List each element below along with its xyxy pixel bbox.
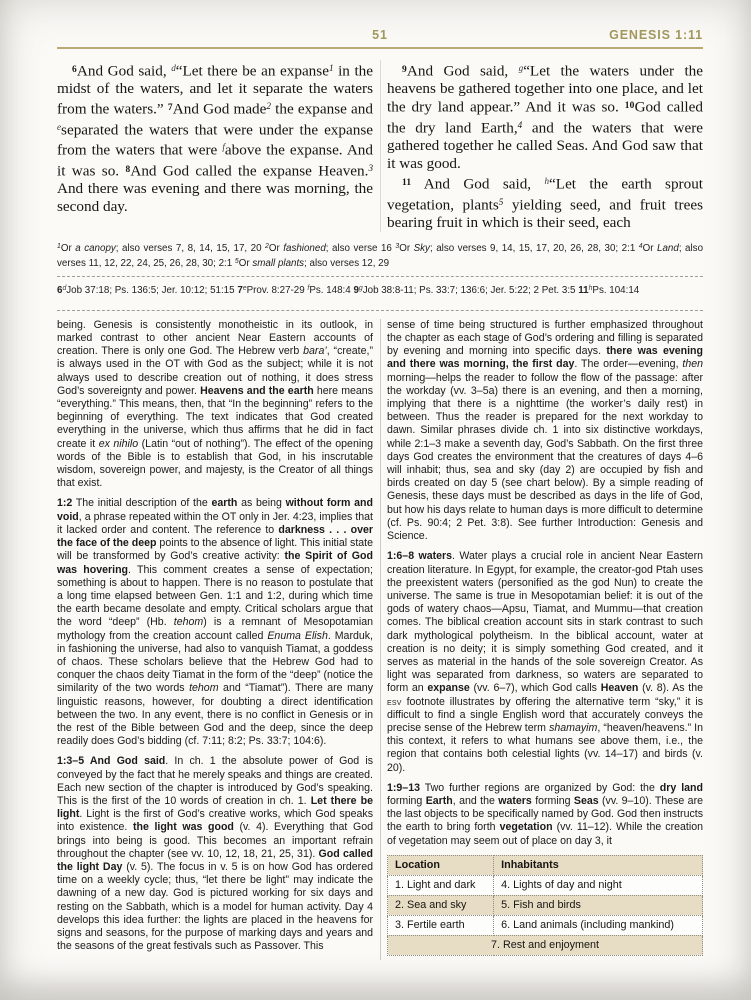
- book-reference: GENESIS 1:11: [609, 28, 703, 42]
- bible-column-left: [57, 60, 373, 232]
- table-header-cell: Inhabitants: [494, 855, 703, 875]
- commentary-section: [57, 319, 703, 961]
- creation-days-table: [387, 855, 703, 956]
- commentary-column-right: [387, 319, 703, 961]
- bible-column-divider: [380, 60, 381, 232]
- table-row: [388, 915, 703, 935]
- table-cell: 3. Fertile earth: [388, 915, 494, 935]
- bible-paragraph: $^6$And God said, $^d$“Let there be an expanse$^1$ in the midst of the waters, and let it separate the waters from the waters.” $^7$And God made$^2$ the expanse and $^e$separated the waters that were under the expanse from the waters that were $^f$above the expanse. And it was so. $^8$And God called the expanse Heaven.$^3$ And there was evening and there was morning, the second day.: [57, 62, 373, 216]
- divider-dashed: [57, 276, 703, 277]
- table-cell: 4. Lights of day and night: [494, 875, 703, 895]
- table-cell: 2. Sea and sky: [388, 895, 494, 915]
- bible-paragraph: $^{11}$ And God said, $^h$“Let the earth sprout vegetation, plants$^5$ yielding seed, and fruit trees bearing fruit in which is their seed, each: [387, 175, 704, 232]
- table-footer-row: [388, 935, 703, 955]
- commentary-column-left: [57, 319, 373, 961]
- header-rule: [57, 47, 703, 49]
- page-header: [57, 28, 703, 44]
- table-footer-cell: 7. Rest and enjoyment: [388, 935, 703, 955]
- table-row: [388, 895, 703, 915]
- translation-footnotes: $^1$Or a canopy; also verses 7, 8, 14, 15, 17, 20 $^2$Or fashioned; also verse 16 $^3$Or Sky; also verses 9, 14, 15, 17, 20, 26, 28, 30; 2:1 $^4$Or Land; also verses 11, 12, 22, 24, 25, 26, 28, 30; 2:1 $^5$Or small plants; also verses 12, 29: [57, 242, 704, 269]
- bible-column-right: [387, 60, 703, 232]
- table-row: [388, 875, 703, 895]
- table-cell: 6. Land animals (including mankind): [494, 915, 703, 935]
- commentary-column-divider: [380, 319, 381, 961]
- table-cell: 1. Light and dark: [388, 875, 494, 895]
- commentary-paragraph: 1:9–13 Two further regions are organized by God: the dry land forming Earth, and the waters forming Seas (vv. 9–10). These are the last objects to be specifically named by God. God then instructs the earth to bring forth vegetation (vv. 11–12). While the creation of vegetation may seem out of place on day 3, it: [387, 781, 703, 847]
- commentary-paragraph: 1:2 The initial description of the earth as being without form and void, a phrase repeated within the OT only in Jer. 4:23, implies that it lacked order and content. The reference to darkness . . . over the face of the deep points to the absence of light. This initial state will be transformed by God’s creative activity: the Spirit of God was hovering. This comment creates a sense of expectation; something is about to happen. There is no reason to postulate that a long time elapsed between Gen. 1:1 and 1:2, during which time the earth became desolate and empty. Critical scholars argue that the word “deep” (Hb. tehom) is a remnant of Mesopotamian mythology from the creation account called Enuma Elish. Marduk, in fashioning the universe, had also to vanquish Tiamat, a goddess of chaos. These scholars believe that the Hebrew God had to conquer the chaos deity Tiamat in the form of the “deep” (notice the similarity of the two words tehom and “Tiamat”). There are many linguistic reasons, however, for doubting a direct identification between the two. In any event, there is no conflict in Genesis or in the rest of the Bible between God and the deep, since the deep readily does God’s bidding (cf. 7:11; 8:2; Ps. 33:7; 104:6).: [57, 497, 374, 748]
- bible-text-section: [57, 60, 703, 232]
- cross-references: 6$^d$Job 37:18; Ps. 136:5; Jer. 10:12; 51:15 7eProv. 8:27-29 $^f$Ps. 148:4 9$^g$Job 38:8-11; Ps. 33:7; 136:6; Jer. 5:22; 2 Pet. 3:5 11$^h$Ps. 104:14: [57, 285, 640, 297]
- bible-paragraph: $^9$And God said, $^g$“Let the waters under the heavens be gathered together into one place, and let the dry land appear.” And it was so. $^{10}$God called the dry land Earth,$^4$ and the waters that were gathered together he called Seas. And God saw that it was good.: [387, 62, 704, 173]
- commentary-paragraph: sense of time being structured is further emphasized throughout the chapter as each stage of God’s ordering and filling is separated by evening and morning into specific days. there was evening and there was morning, the first day. The order—evening, then morning—helps the reader to follow the flow of the passage: after the workday (vv. 3–5a) there is an evening, and then a morning, implying that there is a nighttime (the worker’s daily rest) in between. Thus the reader is prepared for the next workday to dawn. Similar phrases divide ch. 1 into six distinctive workdays, while 2:1–3 make a seventh day, God’s Sabbath. On the first three days God creates the environment that the creatures of days 4–6 will inhabit; thus, sea and sky (day 2) are occupied by fish and birds created on day 5 (see chart below). By a simple reading of Genesis, these days must be described as days in the life of God, but how his days relate to human days is more difficult to determine (cf. Ps. 90:4; 2 Pet. 3:8). See further Introduction: Genesis and Science.: [387, 318, 704, 543]
- commentary-paragraph: 1:3–5 And God said. In ch. 1 the absolute power of God is conveyed by the fact that he merely speaks and things are created. Each new section of the chapter is introduced by God’s speaking. This is the first of the 10 words of creation in ch. 1. Let there be light. Light is the first of God’s creative works, which God speaks into existence. the light was good (v. 4). Everything that God brings into being is good. This becomes an important refrain throughout the chapter (see vv. 10, 12, 18, 21, 25, 31). God called the light Day (v. 5). The focus in v. 5 is on how God has ordered time on a weekly cycle; thus, “let there be light” may indicate the dawning of a new day. God is pictured working for six days and resting on the Sabbath, which is a model for human activity. Day 4 develops this idea further: the lights are placed in the heavens for signs and seasons, for the purpose of marking days and years and the seasons of the great festivals such as Passover. This: [57, 755, 374, 953]
- page-content: [57, 28, 703, 960]
- commentary-paragraph: 1:6–8 waters. Water plays a crucial role in ancient Near Eastern creation literature. In Egypt, for example, the creator-god Ptah uses the preexistent waters (personified as the god Nun) to create the universe. The same is true in Mesopotamian belief: it is out of the gods of watery chaos—Apsu, Tiamat, and Mummu—that creation comes. The biblical creation account sits in stark contrast to such dark mythological polytheism. In the biblical account, water at creation is no deity; it is simply something God created, and it serves as material in the hands of the sole sovereign Creator. As light was separated from darkness, so waters are separated to form an expanse (vv. 6–7), which God calls Heaven (v. 8). As the esv footnote illustrates by offering the alternative term “sky,” it is difficult to find a single English word that accurately conveys the precise sense of the Hebrew term shamayim, “heaven/heavens.” In this context, it refers to what humans see above them, i.e., the region that contains both celestial lights (vv. 14–17) and birds (v. 20).: [387, 550, 704, 774]
- divider-dashed: [57, 310, 703, 311]
- commentary-paragraph: being. Genesis is consistently monotheistic in its outlook, in marked contrast to other ancient Near Eastern accounts of creation. There is only one God. The Hebrew verb bara’, “create,” is always used in the OT with God as the subject; while it is not always used to describe creation out of nothing, it does stress God’s sovereignty and power. Heavens and the earth here means “everything.” This means, then, that “In the beginning” refers to the beginning of everything. The text indicates that God created everything in the universe, which thus affirms that he did in fact create it ex nihilo (Latin “out of nothing”). The effect of the opening words of the Bible is to establish that God, in his inscrutable wisdom, sovereign power, and majesty, is the Creator of all things that exist.: [57, 318, 373, 490]
- table-header-cell: Location: [388, 855, 494, 875]
- table-cell: 5. Fish and birds: [494, 895, 703, 915]
- page-number: 51: [372, 28, 388, 42]
- table-header-row: [388, 855, 703, 875]
